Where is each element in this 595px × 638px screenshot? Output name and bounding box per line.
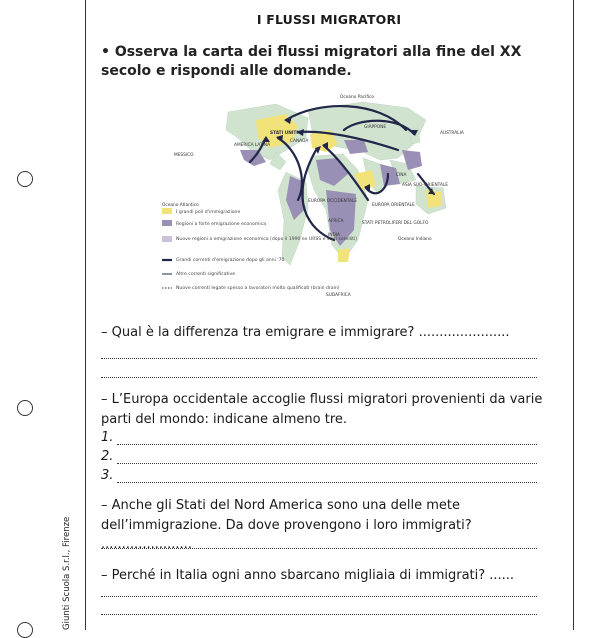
answer-line[interactable]	[101, 595, 537, 597]
answer-number: 1.	[101, 430, 114, 445]
answer-line-numbered[interactable]	[101, 468, 541, 487]
map-label: AUSTRALIA	[440, 131, 464, 136]
map-label: GIAPPONE	[364, 125, 387, 130]
answer-number: 2.	[101, 449, 114, 464]
legend-item: I grandi poli d'immigrazione	[176, 210, 241, 215]
answer-line[interactable]	[101, 357, 537, 359]
world-map-svg	[158, 90, 464, 300]
legend-item: Nuove regioni a emigrazione economica (dopo il 1990 ex URSS e stati satelliti)	[176, 237, 358, 242]
map-label: STATI PETROLIFERI DEL GOLFO	[362, 221, 429, 226]
map-label: AFRICA	[328, 219, 344, 224]
question-1: – Qual è la differenza tra emigrare e immigrare? ......................	[101, 325, 510, 340]
map-label: CINA	[396, 173, 407, 178]
page-title: I FLUSSI MIGRATORI	[256, 12, 402, 27]
map-label: MESSICO	[174, 153, 194, 158]
question-2: – L’Europa occidentale accoglie flussi migratori provenienti da varie parti del mondo: indicane almeno tre.	[101, 392, 543, 427]
answer-line[interactable]	[101, 547, 537, 549]
map-label: Oceano Indiano	[398, 237, 432, 242]
map-label: SUDAFRICA	[326, 293, 351, 298]
answer-line-numbered[interactable]	[101, 449, 541, 468]
map-label: STATI UNITI	[270, 131, 298, 136]
binder-hole-bottom	[17, 622, 33, 638]
map-label: ASIA SUD-ORIENTALE	[402, 183, 448, 188]
map-label: EUROPA OCCIDENTALE	[308, 199, 358, 204]
answer-line-numbered[interactable]	[101, 430, 541, 449]
map-label: INDIA	[328, 233, 340, 238]
legend-item: Regioni a forte emigrazione economica	[176, 222, 267, 227]
legend-swatch-emigration	[162, 220, 172, 226]
legend-item: Nuove correnti legate spesso a lavoratori molto qualificati (brain drain)	[176, 286, 340, 291]
map-label: CANADA	[290, 139, 309, 144]
question-3: – Anche gli Stati del Nord America sono una delle mete dell’immigrazione. Da dove provengono i loro immigrati? ......................	[101, 498, 472, 552]
margin-line-right	[573, 0, 574, 630]
answer-line[interactable]	[101, 376, 537, 378]
legend-swatch-new-emigration	[162, 236, 172, 242]
binder-hole-middle	[17, 400, 33, 416]
instructions: • Osserva la carta dei flussi migratori alla fine del XX secolo e rispondi alle domande.	[101, 44, 522, 79]
answer-line[interactable]	[101, 613, 537, 615]
map-label: AMERICA LATINA	[234, 143, 271, 148]
map-label: EUROPA ORIENTALE	[372, 203, 415, 208]
legend-swatch-poles	[162, 208, 172, 214]
publisher-credit: Giunti Scuola S.r.l., Firenze	[62, 516, 72, 630]
answer-number: 3.	[101, 468, 114, 483]
map-label: Oceano Atlantico	[162, 203, 199, 208]
binder-hole-top	[17, 171, 33, 187]
legend-item: Altre correnti significative	[176, 272, 236, 277]
legend-item: Grandi correnti d'emigrazione dopo gli anni '70	[176, 258, 285, 263]
margin-line-left	[85, 0, 86, 630]
migration-map	[158, 90, 464, 300]
question-4: – Perché in Italia ogni anno sbarcano migliaia di immigrati? ......	[101, 568, 515, 583]
map-label: Oceano Pacifico	[340, 95, 375, 100]
